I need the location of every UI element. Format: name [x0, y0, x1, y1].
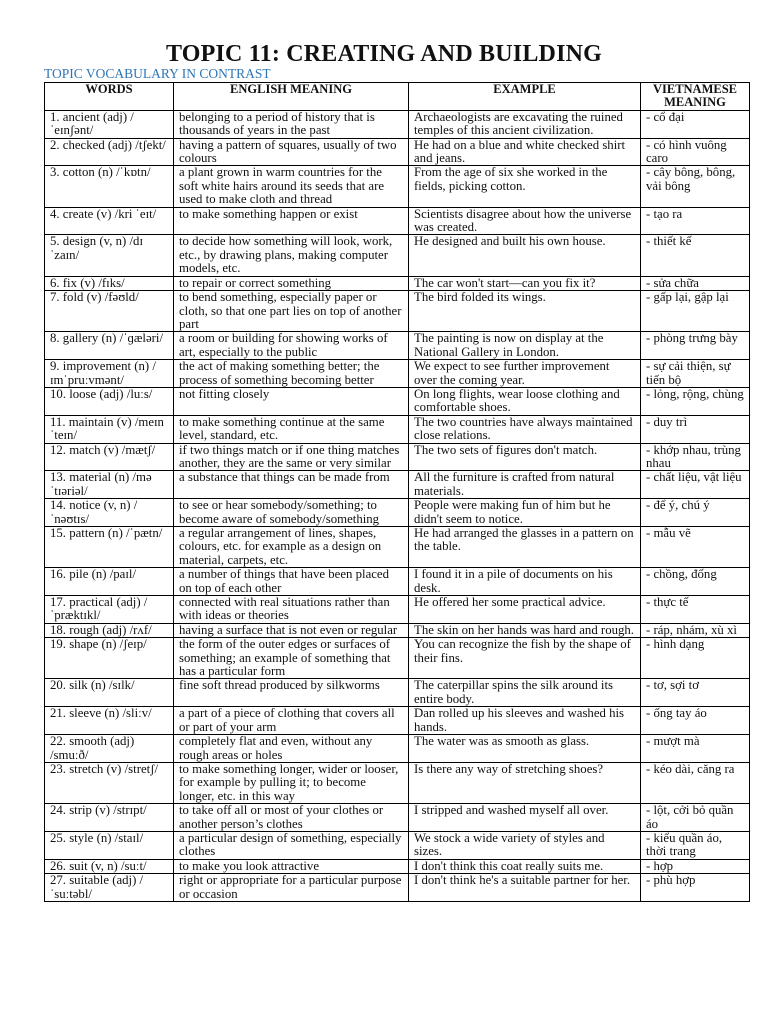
- table-row: [45, 874, 750, 902]
- cell-english-meaning: to make you look attractive: [174, 859, 409, 873]
- cell-word: 12. match (v) /mætʃ/: [45, 443, 174, 471]
- cell-example: On long flights, wear loose clothing and comfortable shoes.: [409, 387, 641, 415]
- cell-vietnamese-meaning: - lột, cởi bỏ quần áo: [641, 804, 750, 832]
- cell-example: The water was as smooth as glass.: [409, 735, 641, 763]
- cell-vietnamese-meaning: - sự cải thiện, sự tiến bộ: [641, 360, 750, 388]
- cell-english-meaning: to take off all or most of your clothes or another person’s clothes: [174, 804, 409, 832]
- cell-vietnamese-meaning: - gấp lại, gập lại: [641, 291, 750, 332]
- cell-vietnamese-meaning: - lỏng, rộng, chùng: [641, 387, 750, 415]
- cell-english-meaning: to make something continue at the same level, standard, etc.: [174, 415, 409, 443]
- cell-vietnamese-meaning: - mượt mà: [641, 735, 750, 763]
- cell-word: 18. rough (adj) /rʌf/: [45, 623, 174, 637]
- cell-example: The bird folded its wings.: [409, 291, 641, 332]
- cell-word: 19. shape (n) /ʃeɪp/: [45, 638, 174, 679]
- cell-example: Archaeologists are excavating the ruined temples of this ancient civilization.: [409, 110, 641, 138]
- cell-word: 20. silk (n) /sɪlk/: [45, 679, 174, 707]
- cell-example: We expect to see further improvement over the coming year.: [409, 360, 641, 388]
- table-row: [45, 499, 750, 527]
- table-row: [45, 527, 750, 568]
- cell-vietnamese-meaning: - duy trì: [641, 415, 750, 443]
- table-row: [45, 387, 750, 415]
- cell-vietnamese-meaning: - chồng, đống: [641, 568, 750, 596]
- cell-word: 5. design (v, n) /dɪ ˈzaɪn/: [45, 235, 174, 276]
- cell-word: 15. pattern (n) /ˈpætn/: [45, 527, 174, 568]
- cell-word: 4. create (v) /kri ˈeɪt/: [45, 207, 174, 235]
- cell-vietnamese-meaning: - cổ đại: [641, 110, 750, 138]
- cell-example: He had arranged the glasses in a pattern on the table.: [409, 527, 641, 568]
- cell-example: The painting is now on display at the National Gallery in London.: [409, 332, 641, 360]
- table-row: [45, 707, 750, 735]
- cell-vietnamese-meaning: - kéo dài, căng ra: [641, 762, 750, 803]
- cell-word: 3. cotton (n) /ˈkɒtn/: [45, 166, 174, 207]
- cell-word: 11. maintain (v) /meɪnˈteɪn/: [45, 415, 174, 443]
- cell-word: 22. smooth (adj) /smuːð/: [45, 735, 174, 763]
- cell-example: I found it in a pile of documents on his desk.: [409, 568, 641, 596]
- cell-word: 16. pile (n) /paɪl/: [45, 568, 174, 596]
- cell-english-meaning: the act of making something better; the process of something becoming better: [174, 360, 409, 388]
- cell-english-meaning: to make something happen or exist: [174, 207, 409, 235]
- cell-word: 2. checked (adj) /tʃekt/: [45, 138, 174, 166]
- cell-example: Dan rolled up his sleeves and washed his hands.: [409, 707, 641, 735]
- cell-example: The car won't start—can you fix it?: [409, 276, 641, 290]
- cell-english-meaning: to bend something, especially paper or cloth, so that one part lies on top of another part: [174, 291, 409, 332]
- cell-vietnamese-meaning: - mẫu vẽ: [641, 527, 750, 568]
- cell-vietnamese-meaning: - hợp: [641, 859, 750, 873]
- cell-example: Scientists disagree about how the universe was created.: [409, 207, 641, 235]
- cell-example: The two sets of figures don't match.: [409, 443, 641, 471]
- cell-example: The skin on her hands was hard and rough.: [409, 623, 641, 637]
- cell-english-meaning: connected with real situations rather than with ideas or theories: [174, 596, 409, 624]
- cell-english-meaning: belonging to a period of history that is thousands of years in the past: [174, 110, 409, 138]
- table-row: [45, 679, 750, 707]
- cell-word: 27. suitable (adj) /ˈsuːtəbl/: [45, 874, 174, 902]
- cell-vietnamese-meaning: - sửa chữa: [641, 276, 750, 290]
- table-row: [45, 638, 750, 679]
- header-english-meaning: ENGLISH MEANING: [174, 83, 409, 111]
- cell-vietnamese-meaning: - để ý, chú ý: [641, 499, 750, 527]
- header-words: WORDS: [45, 83, 174, 111]
- cell-word: 1. ancient (adj) /ˈeɪnʃənt/: [45, 110, 174, 138]
- cell-english-meaning: right or appropriate for a particular purpose or occasion: [174, 874, 409, 902]
- cell-vietnamese-meaning: - ống tay áo: [641, 707, 750, 735]
- table-row: [45, 443, 750, 471]
- page-title: TOPIC 11: CREATING AND BUILDING: [165, 41, 603, 67]
- cell-word: 10. loose (adj) /luːs/: [45, 387, 174, 415]
- cell-example: You can recognize the fish by the shape of their fins.: [409, 638, 641, 679]
- cell-english-meaning: a particular design of something, especially clothes: [174, 831, 409, 859]
- cell-example: From the age of six she worked in the fields, picking cotton.: [409, 166, 641, 207]
- cell-word: 25. style (n) /staɪl/: [45, 831, 174, 859]
- table-row: [45, 804, 750, 832]
- cell-vietnamese-meaning: - tơ, sợi tơ: [641, 679, 750, 707]
- table-row: [45, 596, 750, 624]
- cell-english-meaning: completely flat and even, without any rough areas or holes: [174, 735, 409, 763]
- table-row: [45, 415, 750, 443]
- table-row: [45, 568, 750, 596]
- cell-english-meaning: to decide how something will look, work, etc., by drawing plans, making computer models, etc.: [174, 235, 409, 276]
- section-subtitle: TOPIC VOCABULARY IN CONTRAST: [44, 66, 271, 81]
- cell-english-meaning: the form of the outer edges or surfaces of something; an example of something that has a particular form: [174, 638, 409, 679]
- header-example: EXAMPLE: [409, 83, 641, 111]
- cell-vietnamese-meaning: - khớp nhau, trùng nhau: [641, 443, 750, 471]
- cell-vietnamese-meaning: - thiết kế: [641, 235, 750, 276]
- table-row: [45, 360, 750, 388]
- cell-vietnamese-meaning: - có hình vuông caro: [641, 138, 750, 166]
- table-row: [45, 166, 750, 207]
- table-body: [45, 110, 750, 901]
- table-row: [45, 291, 750, 332]
- cell-example: He had on a blue and white checked shirt and jeans.: [409, 138, 641, 166]
- cell-word: 7. fold (v) /fəʊld/: [45, 291, 174, 332]
- table-row: [45, 623, 750, 637]
- cell-vietnamese-meaning: - ráp, nhám, xù xì: [641, 623, 750, 637]
- cell-word: 21. sleeve (n) /sliːv/: [45, 707, 174, 735]
- vocabulary-table: [44, 82, 750, 902]
- cell-english-meaning: fine soft thread produced by silkworms: [174, 679, 409, 707]
- cell-word: 6. fix (v) /fɪks/: [45, 276, 174, 290]
- table-row: [45, 138, 750, 166]
- cell-word: 17. practical (adj) /ˈpræktɪkl/: [45, 596, 174, 624]
- table-header-row: [45, 83, 750, 111]
- cell-word: 26. suit (v, n) /suːt/: [45, 859, 174, 873]
- cell-vietnamese-meaning: - kiểu quần áo, thời trang: [641, 831, 750, 859]
- cell-example: The two countries have always maintained close relations.: [409, 415, 641, 443]
- cell-vietnamese-meaning: - hình dạng: [641, 638, 750, 679]
- cell-english-meaning: a regular arrangement of lines, shapes, colours, etc. for example as a design on material, carpets, etc.: [174, 527, 409, 568]
- cell-english-meaning: a substance that things can be made from: [174, 471, 409, 499]
- cell-word: 24. strip (v) /strɪpt/: [45, 804, 174, 832]
- cell-english-meaning: a plant grown in warm countries for the soft white hairs around its seeds that are used to make cloth and thread: [174, 166, 409, 207]
- cell-vietnamese-meaning: - thực tế: [641, 596, 750, 624]
- cell-english-meaning: having a surface that is not even or regular: [174, 623, 409, 637]
- cell-vietnamese-meaning: - phù hợp: [641, 874, 750, 902]
- table-row: [45, 332, 750, 360]
- cell-example: People were making fun of him but he didn't seem to notice.: [409, 499, 641, 527]
- table-row: [45, 735, 750, 763]
- cell-example: Is there any way of stretching shoes?: [409, 762, 641, 803]
- cell-example: All the furniture is crafted from natural materials.: [409, 471, 641, 499]
- cell-example: We stock a wide variety of styles and sizes.: [409, 831, 641, 859]
- cell-vietnamese-meaning: - tạo ra: [641, 207, 750, 235]
- cell-english-meaning: if two things match or if one thing matches another, they are the same or very similar: [174, 443, 409, 471]
- table-row: [45, 110, 750, 138]
- cell-english-meaning: to make something longer, wider or looser, for example by pulling it; to become longer, etc. in this way: [174, 762, 409, 803]
- cell-example: He designed and built his own house.: [409, 235, 641, 276]
- table-row: [45, 762, 750, 803]
- cell-example: The caterpillar spins the silk around its entire body.: [409, 679, 641, 707]
- table-row: [45, 207, 750, 235]
- cell-word: 8. gallery (n) /ˈɡæləri/: [45, 332, 174, 360]
- cell-vietnamese-meaning: - cây bông, bông, vải bông: [641, 166, 750, 207]
- cell-english-meaning: a part of a piece of clothing that covers all or part of your arm: [174, 707, 409, 735]
- cell-word: 14. notice (v, n) /ˈnəʊtɪs/: [45, 499, 174, 527]
- cell-word: 23. stretch (v) /stretʃ/: [45, 762, 174, 803]
- cell-word: 13. material (n) /mə ˈtɪəriəl/: [45, 471, 174, 499]
- table-row: [45, 859, 750, 873]
- cell-english-meaning: a room or building for showing works of art, especially to the public: [174, 332, 409, 360]
- cell-example: I don't think this coat really suits me.: [409, 859, 641, 873]
- table-row: [45, 235, 750, 276]
- cell-vietnamese-meaning: - chất liệu, vật liệu: [641, 471, 750, 499]
- cell-english-meaning: a number of things that have been placed on top of each other: [174, 568, 409, 596]
- table-row: [45, 831, 750, 859]
- cell-english-meaning: to repair or correct something: [174, 276, 409, 290]
- cell-english-meaning: not fitting closely: [174, 387, 409, 415]
- cell-word: 9. improvement (n) /ɪmˈpruːvmənt/: [45, 360, 174, 388]
- cell-english-meaning: to see or hear somebody/something; to become aware of somebody/something: [174, 499, 409, 527]
- table-row: [45, 471, 750, 499]
- cell-example: He offered her some practical advice.: [409, 596, 641, 624]
- cell-example: I don't think he's a suitable partner for her.: [409, 874, 641, 902]
- cell-example: I stripped and washed myself all over.: [409, 804, 641, 832]
- header-vietnamese-meaning: VIETNAMESE MEANING: [641, 83, 750, 111]
- cell-vietnamese-meaning: - phòng trưng bày: [641, 332, 750, 360]
- table-row: [45, 276, 750, 290]
- cell-english-meaning: having a pattern of squares, usually of two colours: [174, 138, 409, 166]
